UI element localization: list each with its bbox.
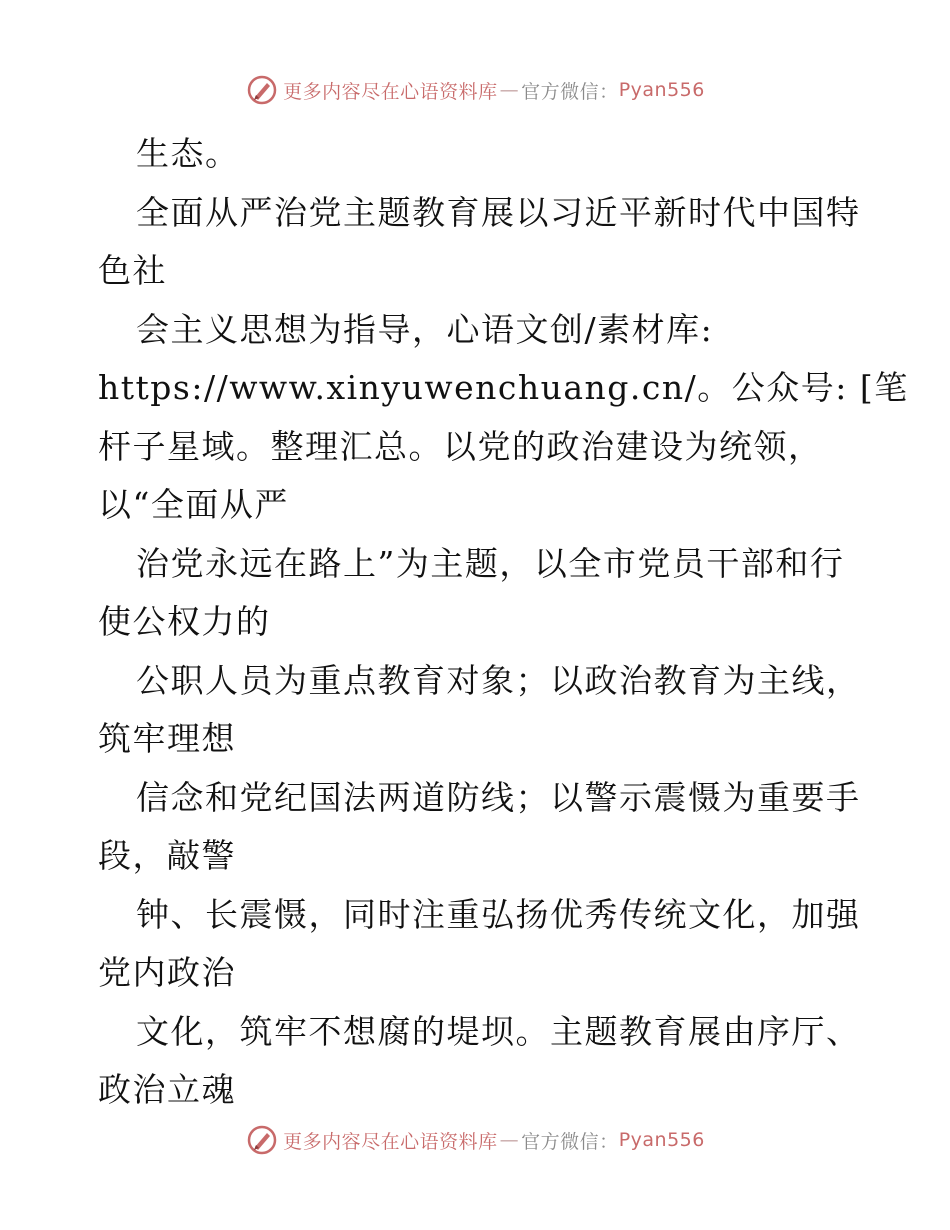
body-line: 党内政治 bbox=[98, 953, 236, 992]
body-line: 会主义思想为指导，心语文创/素材库: bbox=[136, 309, 714, 349]
body-line-url: https://www.xinyuwenchuang.cn/。公众号: [笔 bbox=[98, 368, 909, 407]
body-line: 使公权力的 bbox=[98, 602, 271, 641]
watermark-dash: — bbox=[499, 79, 520, 101]
footer-watermark bbox=[0, 1122, 950, 1158]
body-line: 全面从严治党主题教育展以习近平新时代中国特 bbox=[136, 192, 861, 232]
document-body bbox=[98, 125, 909, 1120]
body-line: 钟、长震慑，同时注重弘扬优秀传统文化，加强 bbox=[136, 894, 861, 934]
body-line: 公职人员为重点教育对象；以政治教育为主线， bbox=[136, 660, 861, 700]
body-line: 文化，筑牢不想腐的堤坝。主题教育展由序厅、 bbox=[136, 1011, 861, 1051]
pen-logo-icon bbox=[245, 1123, 279, 1157]
body-line: 杆子星域。整理汇总。以党的政治建设为统领， bbox=[98, 426, 823, 466]
pen-logo-icon bbox=[245, 73, 279, 107]
watermark-wechat-id: Pyan556 bbox=[618, 79, 705, 101]
body-line: 筑牢理想 bbox=[98, 719, 236, 758]
watermark-brand-text: 更多内容尽在心语资料库 bbox=[283, 1130, 498, 1153]
watermark-brand-text: 更多内容尽在心语资料库 bbox=[283, 80, 498, 103]
body-line: 治党永远在路上”为主题，以全市党员干部和行 bbox=[136, 543, 845, 583]
watermark-official-label: 官方微信： bbox=[521, 80, 619, 103]
body-line: 信念和党纪国法两道防线；以警示震慑为重要手 bbox=[136, 777, 861, 817]
body-line: 色社 bbox=[98, 251, 167, 290]
watermark-wechat-id: Pyan556 bbox=[618, 1129, 705, 1151]
body-line: 生态。 bbox=[136, 134, 240, 173]
watermark-dash: — bbox=[499, 1129, 520, 1151]
body-line: 政治立魂 bbox=[98, 1070, 236, 1109]
body-line: 段，敲警 bbox=[98, 836, 236, 875]
watermark-official-label: 官方微信： bbox=[521, 1130, 619, 1153]
body-line: 以“全面从严 bbox=[98, 485, 289, 524]
header-watermark bbox=[0, 72, 950, 108]
